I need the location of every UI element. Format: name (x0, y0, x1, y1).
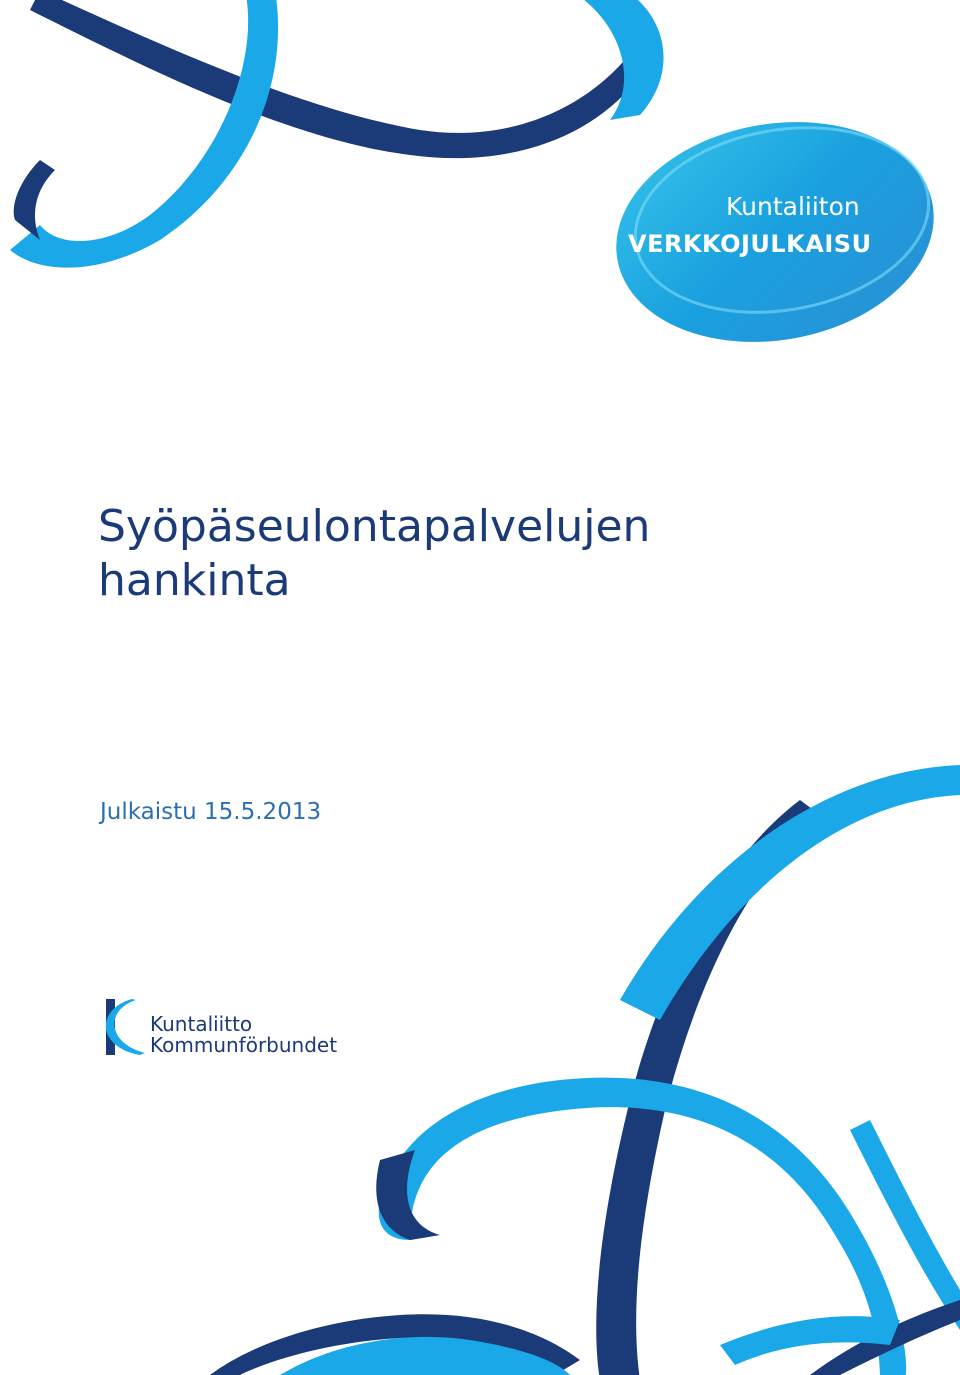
publication-date: Julkaistu 15.5.2013 (100, 799, 322, 825)
kuntaliitto-k-icon (100, 997, 148, 1057)
publisher-name-fi: Kuntaliitto (150, 1012, 253, 1036)
badge-title: Kuntaliiton (726, 192, 860, 221)
badge-subtitle: VERKKOJULKAISU (628, 230, 872, 258)
document-title (98, 500, 858, 608)
verkkojulkaisu-badge (610, 120, 940, 345)
ribbon-bottom-light-arc (620, 765, 960, 1020)
title-line-1: Syöpäseulontapalvelujen (98, 501, 651, 552)
publisher-name-sv: Kommunförbundet (150, 1033, 338, 1057)
ribbon-top-dark (30, 0, 650, 158)
ribbon-top-left-dark (14, 160, 55, 240)
kuntaliitto-logo (100, 995, 360, 1060)
title-line-2: hankinta (98, 555, 291, 606)
